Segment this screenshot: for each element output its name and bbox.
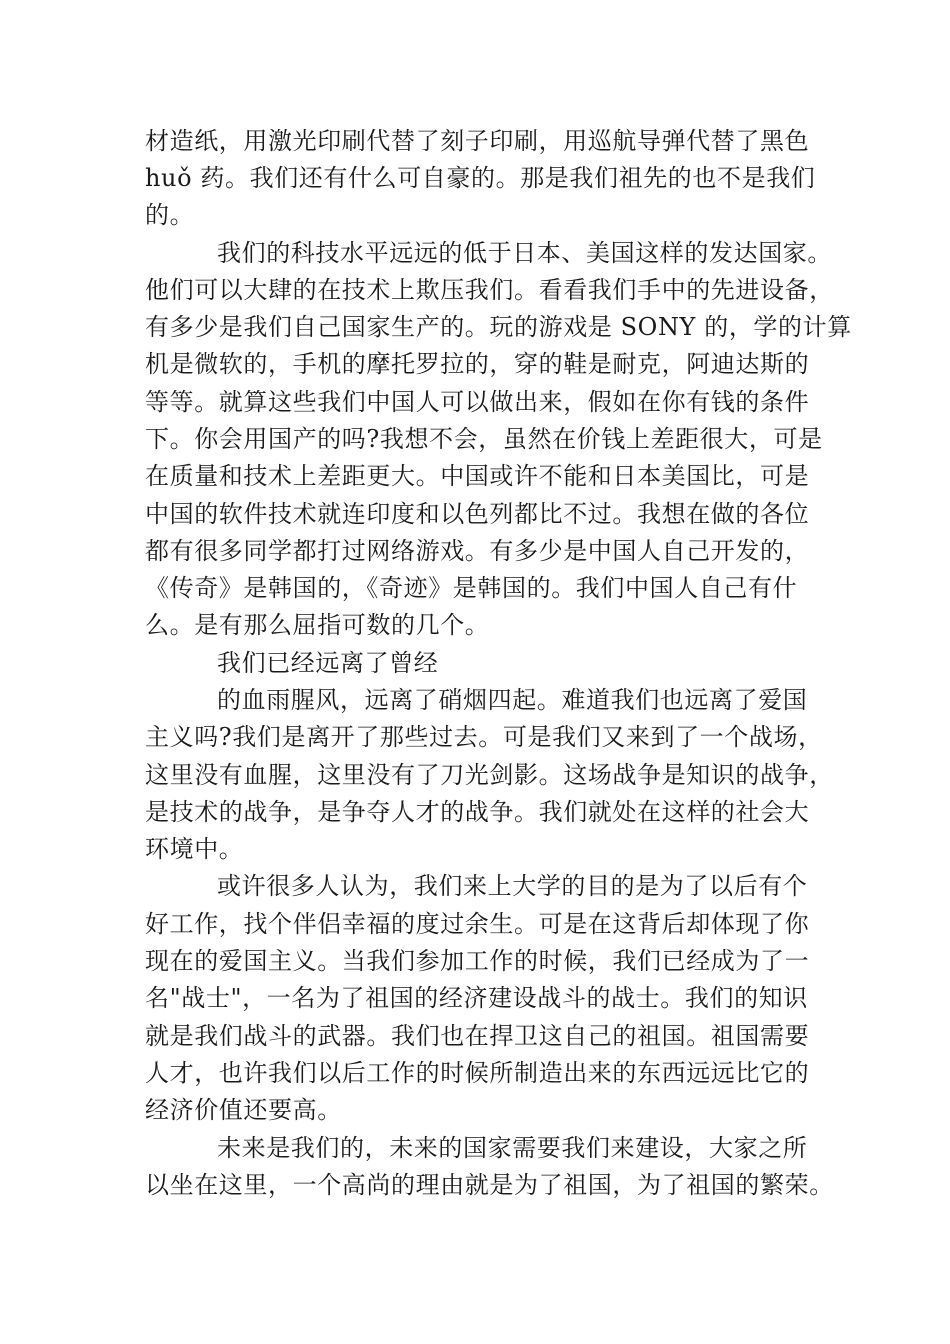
text-line: 主义吗?我们是离开了那些过去。可是我们又来到了一个战场，	[145, 723, 823, 751]
text-line: 人才，也许我们以后工作的时候所制造出来的东西远远比它的	[145, 1059, 810, 1087]
text-line: huǒ 药。我们还有什么可自豪的。那是我们祖先的也不是我们	[145, 164, 816, 192]
text-line: 中国的软件技术就连印度和以色列都比不过。我想在做的各位	[145, 500, 810, 528]
paragraph-first-line: 或许很多人认为，我们来上大学的目的是为了以后有个	[217, 872, 808, 900]
text-line: 以坐在这里，一个高尚的理由就是为了祖国，为了祖国的繁荣。	[145, 1171, 834, 1199]
text-line: 有多少是我们自己国家生产的。玩的游戏是 SONY 的，学的计算	[145, 313, 852, 341]
text-line: 他们可以大肆的在技术上欺压我们。看看我们手中的先进设备，	[145, 276, 834, 304]
text-line: 的。	[145, 201, 195, 229]
text-line: 材造纸，用激光印刷代替了刻子印刷，用巡航导弹代替了黑色	[145, 127, 810, 155]
paragraph-first-line: 未来是我们的，未来的国家需要我们来建设，大家之所	[217, 1134, 808, 1162]
text-line: 都有很多同学都打过网络游戏。有多少是中国人自己开发的，	[145, 537, 810, 565]
text-line: 好工作，找个伴侣幸福的度过余生。可是在这背后却体现了你	[145, 910, 810, 938]
text-line: 在质量和技术上差距更大。中国或许不能和日本美国比，可是	[145, 462, 810, 490]
text-line: 是技术的战争，是争夺人才的战争。我们就处在这样的社会大	[145, 798, 810, 826]
paragraph-first-line: 我们的科技水平远远的低于日本、美国这样的发达国家。	[217, 239, 832, 267]
text-line: 等等。就算这些我们中国人可以做出来，假如在你有钱的条件	[145, 388, 810, 416]
text-line: 《传奇》是韩国的，《奇迹》是韩国的。我们中国人自己有什	[145, 574, 798, 602]
text-line: 名"战士"，一名为了祖国的经济建设战斗的战士。我们的知识	[145, 984, 808, 1012]
text-line: 的血雨腥风，远离了硝烟四起。难道我们也远离了爱国	[217, 686, 808, 714]
text-line: 么。是有那么屈指可数的几个。	[145, 611, 490, 639]
text-line: 机是微软的，手机的摩托罗拉的，穿的鞋是耐克，阿迪达斯的	[145, 350, 810, 378]
text-line: 环境中。	[145, 835, 244, 863]
paragraph-first-line: 我们已经远离了曾经	[217, 649, 439, 677]
text-line: 这里没有血腥，这里没有了刀光剑影。这场战争是知识的战争，	[145, 761, 834, 789]
text-line: 下。你会用国产的吗?我想不会，虽然在价钱上差距很大，可是	[145, 425, 823, 453]
text-line: 经济价值还要高。	[145, 1096, 342, 1124]
text-line: 现在的爱国主义。当我们参加工作的时候，我们已经成为了一	[145, 947, 810, 975]
text-line: 就是我们战斗的武器。我们也在捍卫这自己的祖国。祖国需要	[145, 1022, 810, 1050]
